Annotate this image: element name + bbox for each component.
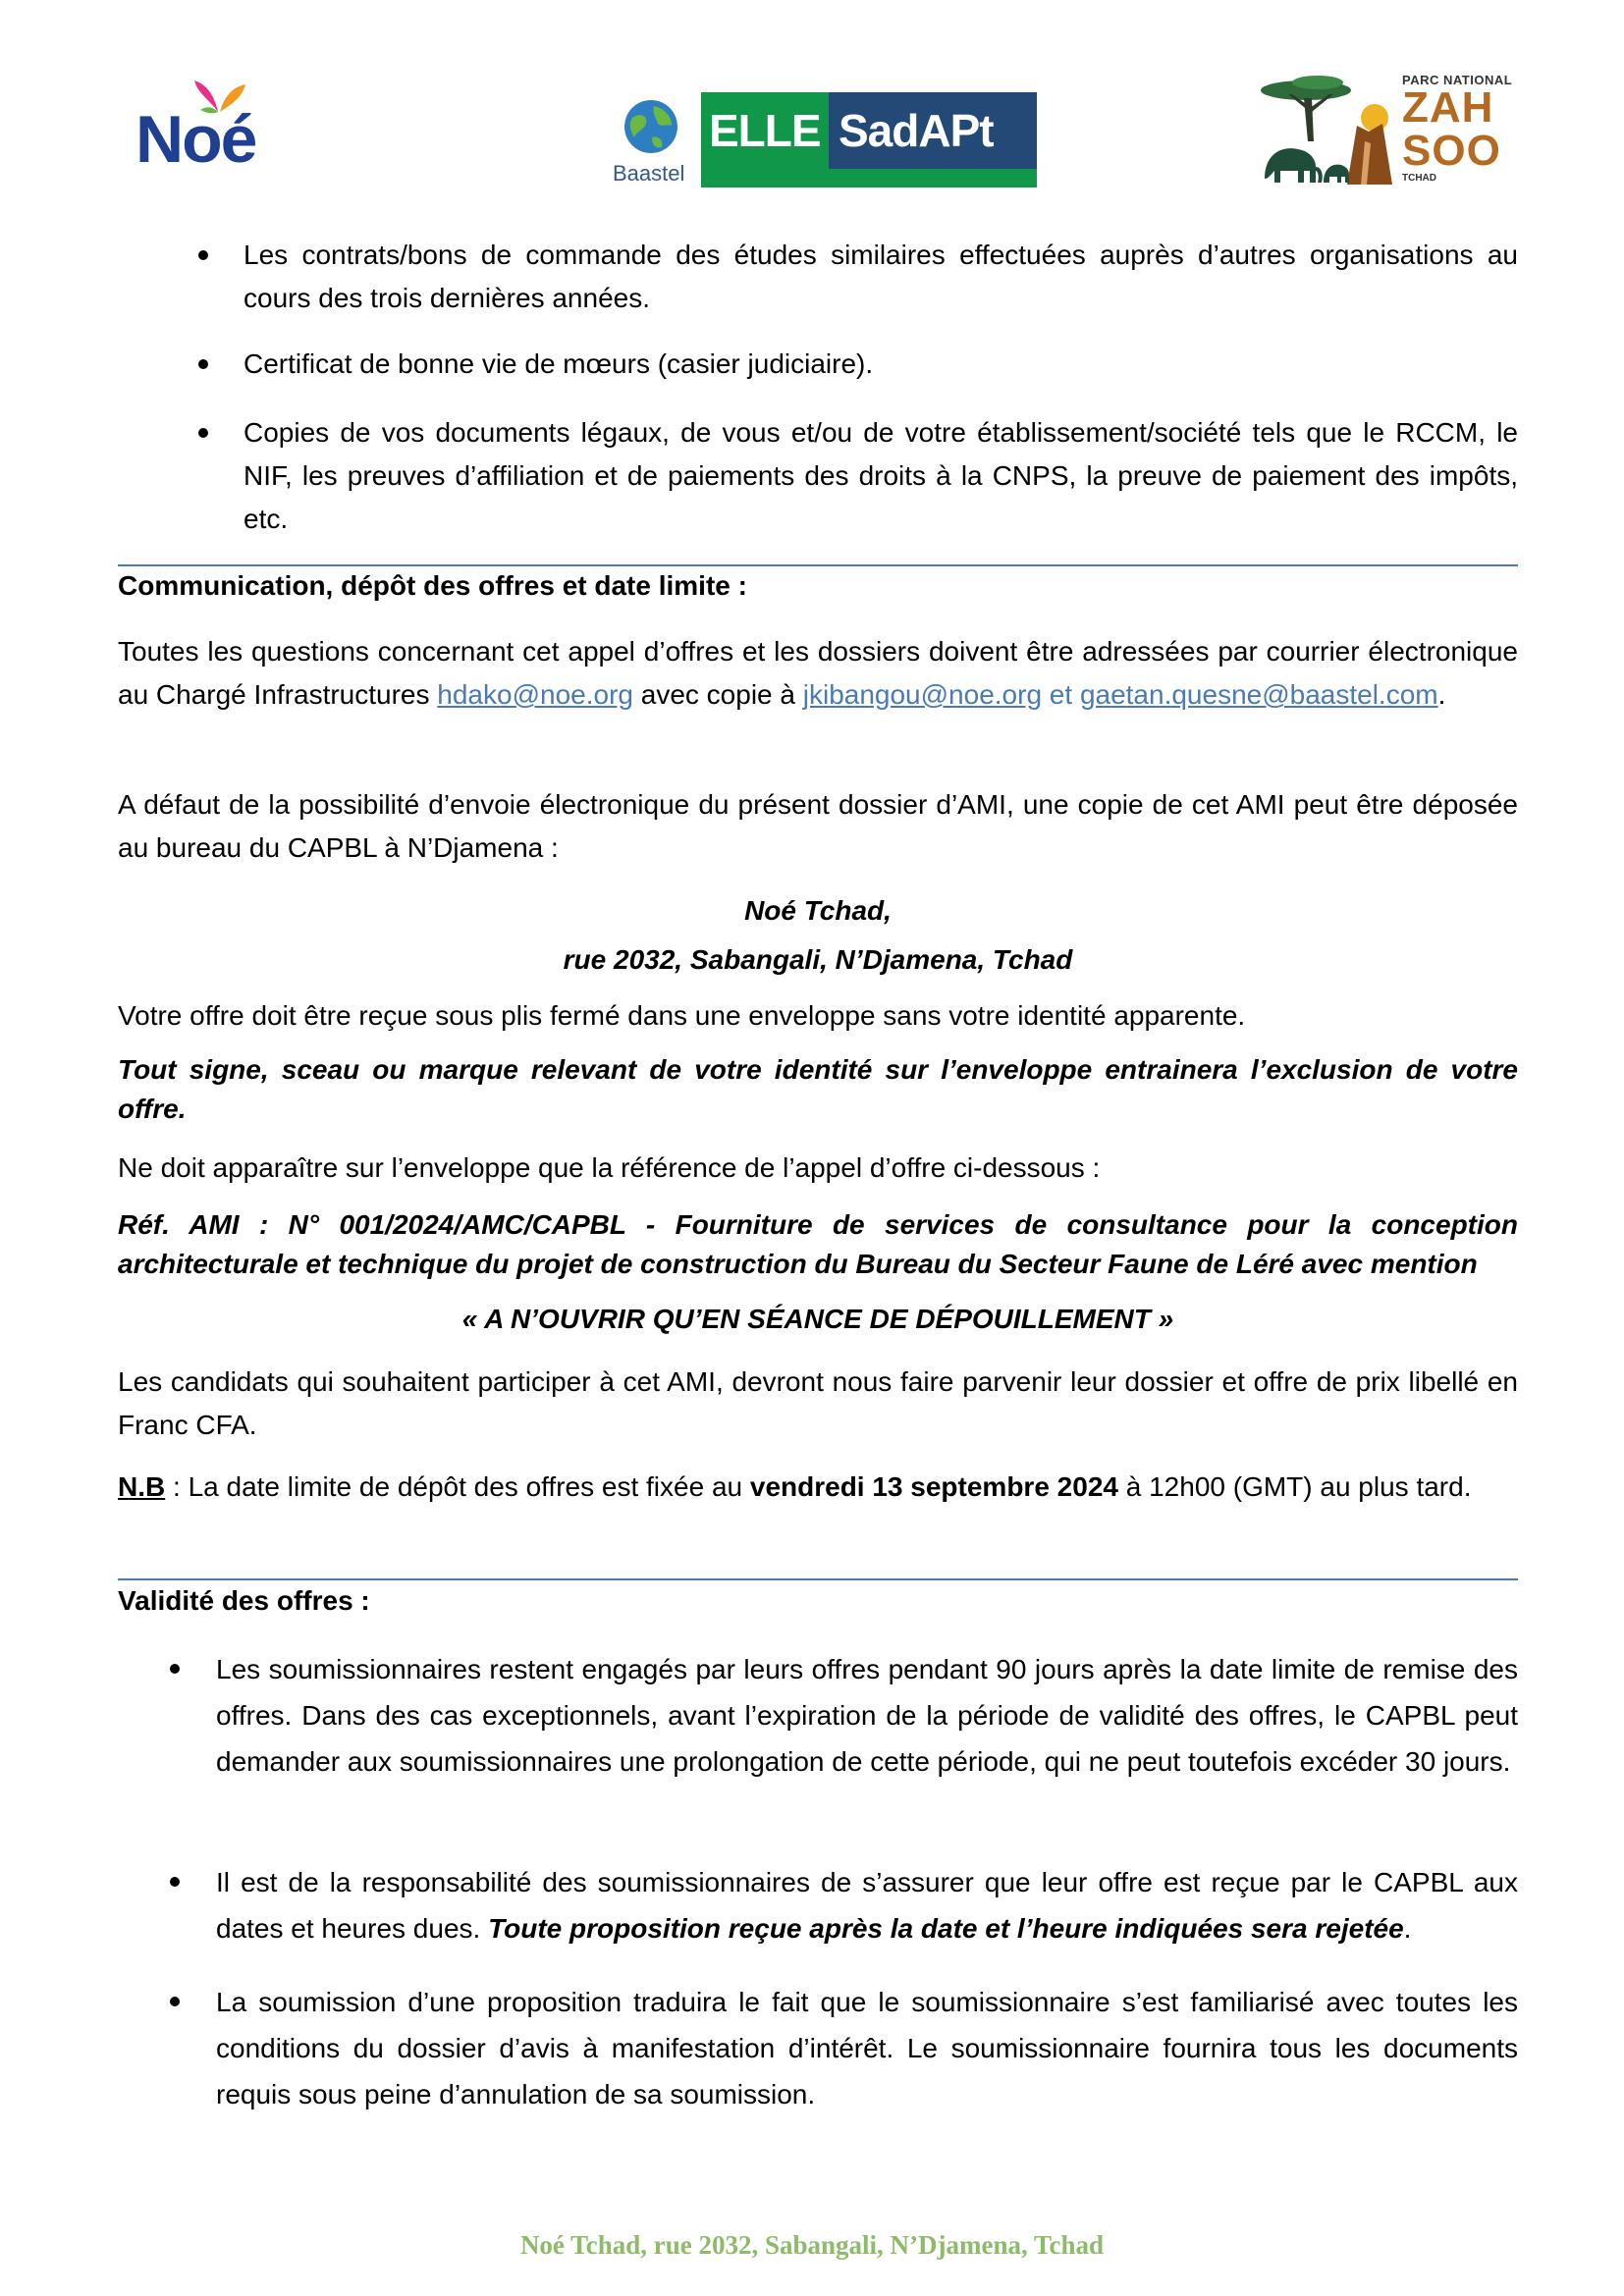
contact-text: Toutes les questions concernant cet appel d’offres et les dossiers doivent être adressées par courrier électronique au Chargé Infrastructures [118, 636, 1518, 710]
contact-end: . [1437, 679, 1446, 710]
contact-and-text: et [1049, 679, 1073, 710]
bullet-dot [170, 1877, 180, 1887]
validite-b2-end: . [1403, 1913, 1412, 1944]
section-heading-validite: Validité des offres : [118, 1585, 370, 1616]
paragraph-reference-intro: Ne doit apparaître sur l’enveloppe que la référence de l’appel d’offre ci-dessous : [118, 1152, 1101, 1183]
bullet-dot [198, 250, 208, 260]
paragraph-contact [118, 630, 1518, 717]
reference-text: Réf. AMI : N° 001/2024/AMC/CAPBL - Fourniture de services de consultance pour la conception architecturale et technique du projet de construction du Bureau du Secteur Faune de Léré avec mention [118, 1209, 1518, 1279]
address-line-1: Noé Tchad, [744, 895, 892, 926]
nb-label: N.B [118, 1471, 166, 1502]
page-footer: Noé Tchad, rue 2032, Sabangali, N’Djamena, Tchad [519, 2230, 1105, 2260]
envelope-mention: « A N’OUVRIR QU’EN SÉANCE DE DÉPOUILLEMENT » [461, 1304, 1174, 1334]
list-item: Les contrats/bons de commande des études similaires effectuées auprès d’autres organisations au cours des trois dernières années. [244, 240, 1518, 313]
paragraph-deadline [118, 1467, 1518, 1508]
nb-text: : La date limite de dépôt des offres est fixée au [165, 1471, 750, 1502]
email-link-gaetan[interactable]: gaetan.quesne@baastel.com [1079, 679, 1438, 710]
acacia-elephant-icon [1259, 73, 1396, 185]
bullet-dot [198, 428, 208, 438]
contact-copy-text: avec copie à [640, 679, 795, 710]
validite-b2-emphasis: Toute proposition reçue après la date et l’heure indiquées sera rejetée [488, 1913, 1404, 1944]
list-item [216, 1859, 1518, 1951]
bullet-dot [198, 359, 208, 369]
paragraph-envelope: Votre offre doit être reçue sous plis fermé dans une enveloppe sans votre identité apparente. [118, 1000, 1246, 1031]
list-item: La soumission d’une proposition traduira le fait que le soumissionnaire s’est familiarisé avec toutes les conditions du dossier d’avis à manifestation d’intérêt. Le soumissionnaire fournira tous les documents requis sous peine d’annulation de sa soumission. [216, 1987, 1518, 2109]
email-link-jkibangou[interactable]: jkibangou@noe.org [802, 679, 1043, 710]
paragraph-deposit: A défaut de la possibilité d’envoie électronique du présent dossier d’AMI, une copie de cet AMI peut être déposée au bureau du CAPBL à N’Djamena : [118, 789, 1518, 863]
noe-logo: Noé [135, 77, 268, 179]
paragraph-candidates: Les candidats qui souhaitent participer à cet AMI, devront nous faire parvenir leur dossier et offre de prix libellé en Franc CFA. [118, 1366, 1518, 1440]
zah-soo-logo: PARC NATIONAL ZAH SOO TCHAD [1259, 73, 1524, 185]
section-heading-communication: Communication, dépôt des offres et date limite : [118, 570, 747, 601]
validite-b2-text: Il est de la responsabilité des soumissionnaires de s’assurer que leur offre est reçue par le CAPBL aux dates et heures dues. [216, 1867, 1518, 1944]
paragraph-exclusion-warning: Tout signe, sceau ou marque relevant de votre identité sur l’enveloppe entrainera l’exclusion de votre offre. [118, 1054, 1518, 1124]
list-item: Les soumissionnaires restent engagés par leurs offres pendant 90 jours après la date limite de remise des offres. Dans des cas exceptionnels, avant l’expiration de la période de validité des offres, le CAPBL peut demander aux soumissionnaires une prolongation de cette période, qui ne peut toutefois excéder 30 jours. [216, 1654, 1518, 1777]
email-link-hdako[interactable]: hdako@noe.org [437, 679, 633, 710]
bullet-dot [170, 1997, 180, 2006]
nb-text-end: à 12h00 (GMT) au plus tard. [1117, 1471, 1472, 1502]
list-item: Certificat de bonne vie de mœurs (casier judiciaire). [244, 348, 874, 379]
address-line-2: rue 2032, Sabangali, N’Djamena, Tchad [563, 944, 1073, 975]
baastel-logo: Baastel [609, 98, 697, 192]
elle-sadapt-logo: ELLE SadAPt [701, 92, 1037, 187]
list-item: Copies de vos documents légaux, de vous et/ou de votre établissement/société tels que le RCCM, le NIF, les preuves d’affiliation et de paiements des droits à la CNPS, la preuve de paiement des impôts, etc. [244, 417, 1518, 534]
bullet-dot [170, 1664, 180, 1674]
globe-icon [623, 98, 679, 155]
deadline-date: vendredi 13 septembre 2024 [749, 1471, 1118, 1502]
logo-block-green-strip [829, 169, 1037, 187]
